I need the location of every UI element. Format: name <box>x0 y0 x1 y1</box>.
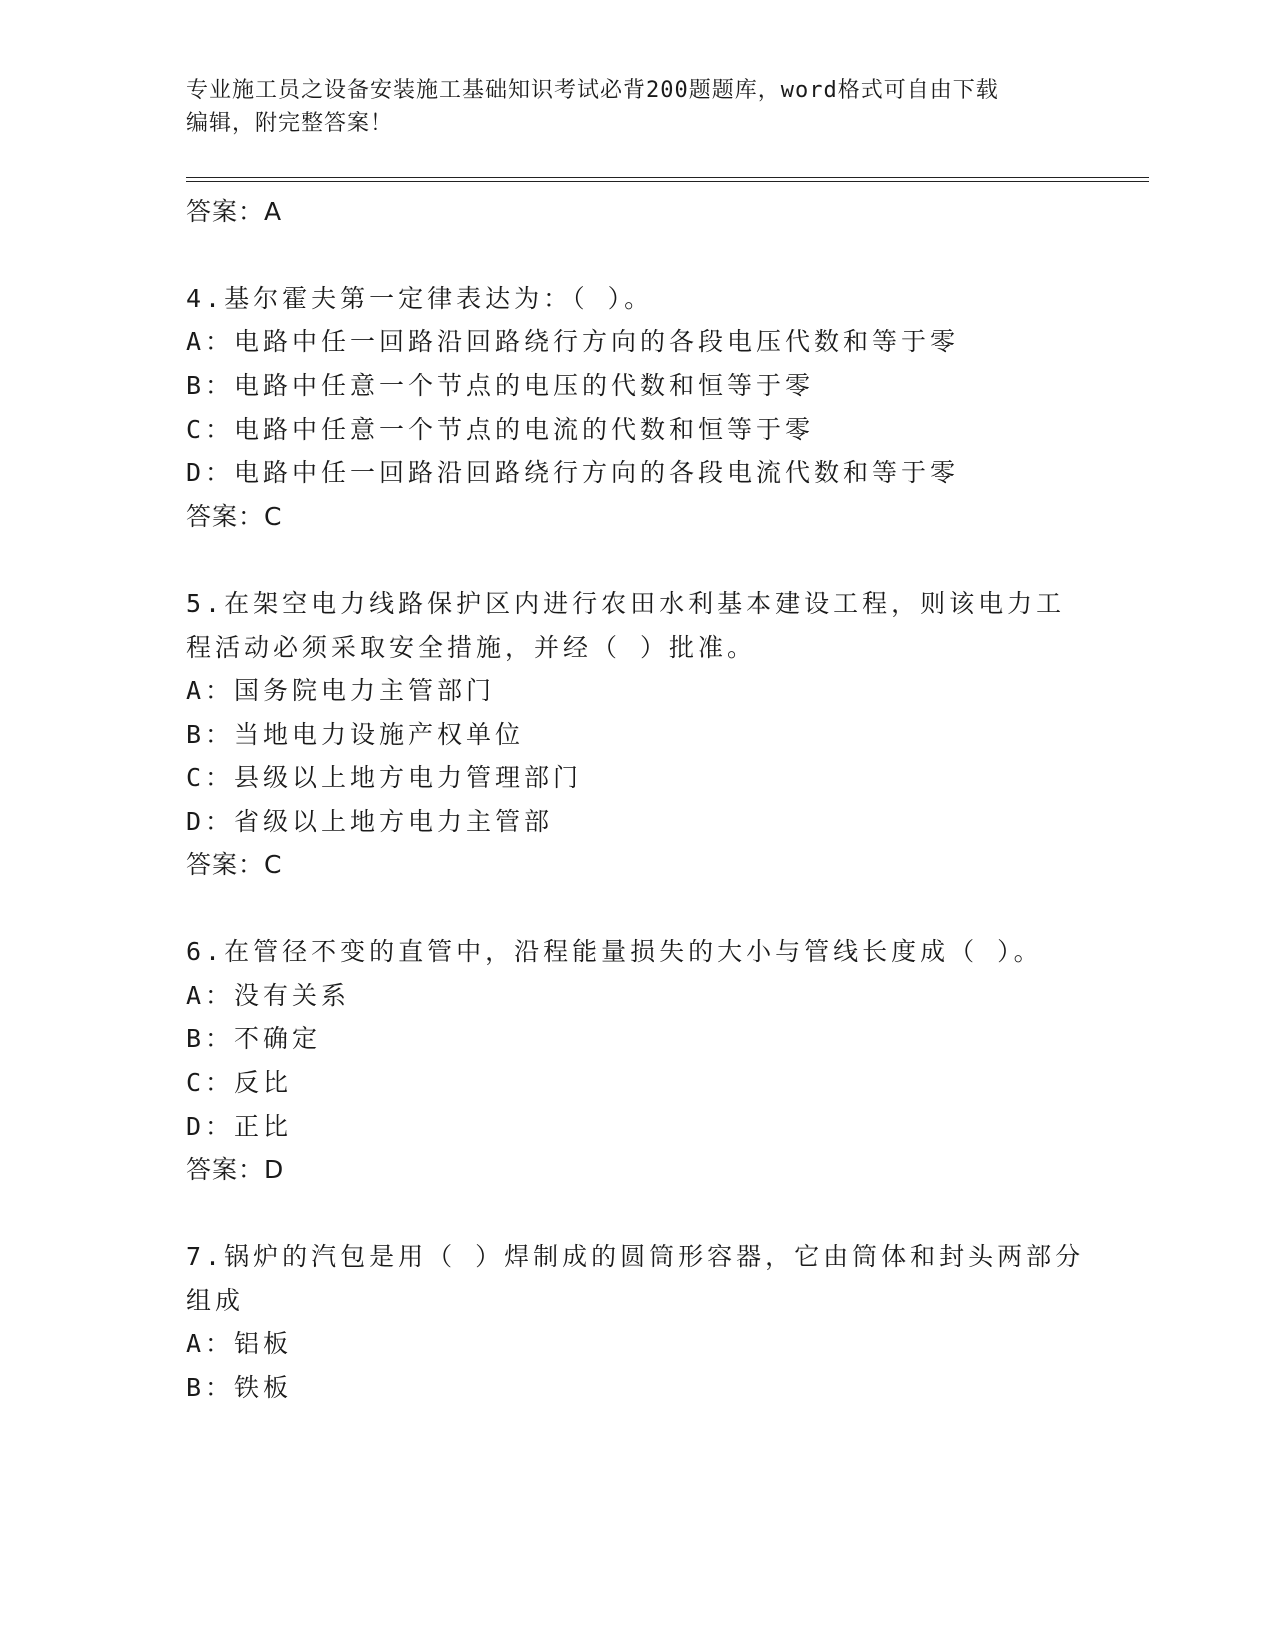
header-divider-bottom <box>186 181 1149 182</box>
option-c: C：反比 <box>186 1068 293 1097</box>
question-stem: 6.在管径不变的直管中，沿程能量损失的大小与管线长度成（ ）。 <box>186 937 1043 966</box>
header-line-1: 专业施工员之设备安装施工基础知识考试必背200题题库，word格式可自由下载 <box>186 78 999 103</box>
question-stem-continued: 程活动必须采取安全措施，并经（ ）批准。 <box>186 633 757 662</box>
answer: 答案：C <box>186 502 283 531</box>
question-stem: 4.基尔霍夫第一定律表达为：（ ）。 <box>186 284 654 313</box>
answer: 答案：C <box>186 850 283 879</box>
question-stem-continued: 组成 <box>186 1286 245 1315</box>
option-a: A：没有关系 <box>186 981 351 1010</box>
answer: 答案：D <box>186 1155 285 1184</box>
option-d: D：电路中任一回路沿回路绕行方向的各段电流代数和等于零 <box>186 458 960 487</box>
option-a: A：国务院电力主管部门 <box>186 676 496 705</box>
previous-answer: 答案：A <box>186 197 283 226</box>
option-b: B：当地电力设施产权单位 <box>186 720 525 749</box>
header-divider-top <box>186 177 1149 178</box>
option-c: C：电路中任意一个节点的电流的代数和恒等于零 <box>186 415 815 444</box>
question-stem: 5.在架空电力线路保护区内进行农田水利基本建设工程，则该电力工 <box>186 589 1066 618</box>
option-b: B：电路中任意一个节点的电压的代数和恒等于零 <box>186 371 815 400</box>
option-b: B：不确定 <box>186 1024 322 1053</box>
option-b: B：铁板 <box>186 1373 293 1402</box>
option-a: A：电路中任一回路沿回路绕行方向的各段电压代数和等于零 <box>186 327 960 356</box>
option-d: D：省级以上地方电力主管部 <box>186 807 554 836</box>
option-c: C：县级以上地方电力管理部门 <box>186 763 583 792</box>
document-header <box>186 74 1086 140</box>
header-line-2: 编辑，附完整答案！ <box>186 111 394 136</box>
option-d: D：正比 <box>186 1112 293 1141</box>
question-stem: 7.锅炉的汽包是用（ ）焊制成的圆筒形容器，它由筒体和封头两部分 <box>186 1242 1085 1271</box>
option-a: A：铝板 <box>186 1329 293 1358</box>
